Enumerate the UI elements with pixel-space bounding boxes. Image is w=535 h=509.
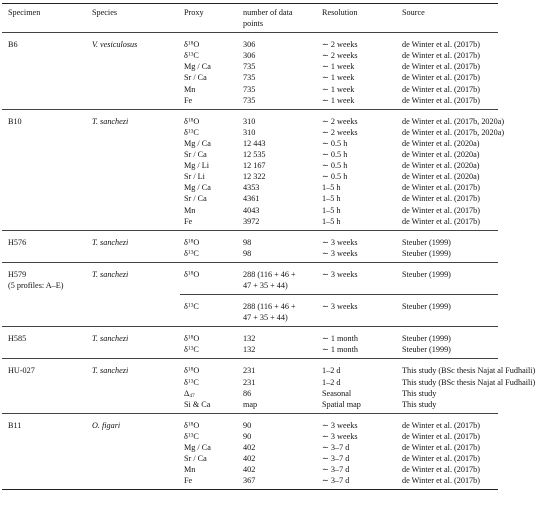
resolution-cell: ∼ 1 month xyxy=(322,334,358,344)
table-row xyxy=(2,269,498,280)
source-cell: de Winter et al. (2017b, 2020a) xyxy=(402,116,505,126)
table-row xyxy=(2,365,535,376)
specimen-cell: H576 xyxy=(8,237,27,247)
source-cell: de Winter et al. (2017b) xyxy=(402,420,480,430)
data-points-cell: 735 xyxy=(243,62,256,72)
table-row xyxy=(2,171,498,182)
table-row xyxy=(2,248,498,259)
header-specimen: Specimen xyxy=(8,8,41,17)
data-points-cell: 735 xyxy=(243,84,256,94)
source-cell: Steuber (1999) xyxy=(402,345,451,355)
proxy-cell: Sr / Ca xyxy=(184,73,207,83)
resolution-cell: ∼ 0.5 h xyxy=(322,161,348,171)
source-cell: de Winter et al. (2017b, 2020a) xyxy=(402,127,505,137)
table-row xyxy=(2,50,498,61)
table-row xyxy=(2,39,498,50)
header-proxy: Proxy xyxy=(184,8,204,17)
specimen-cell: H579 xyxy=(8,269,27,279)
source-cell: This study (BSc thesis Najat al Fudhaili) xyxy=(402,377,535,387)
data-points-cell: 231 xyxy=(243,366,256,376)
table-row xyxy=(2,312,498,323)
group-b6 xyxy=(2,33,498,109)
data-points-cell: 288 (116 + 46 + xyxy=(243,302,296,312)
resolution-cell: ∼ 3 weeks xyxy=(322,269,358,279)
resolution-cell: ∼ 3–7 d xyxy=(322,454,350,464)
proxy-cell: Sr / Ca xyxy=(184,150,207,160)
resolution-cell: ∼ 3 weeks xyxy=(322,248,358,258)
group-b11 xyxy=(2,414,498,490)
data-points-cell: 4361 xyxy=(243,194,260,204)
table-row xyxy=(2,431,498,442)
resolution-cell: ∼ 3–7 d xyxy=(322,476,350,486)
resolution-cell: Seasonal xyxy=(322,388,352,398)
data-points-cell: 12 167 xyxy=(243,161,266,171)
data-points-cell: 98 xyxy=(243,237,252,247)
data-points-cell: 288 (116 + 46 + xyxy=(243,269,296,279)
species-cell: V. vesiculosus xyxy=(92,40,138,50)
proxy-cell: Mn xyxy=(184,465,196,475)
proxy-cell: $\delta^{13}C$ xyxy=(184,248,199,258)
header-species: Species xyxy=(92,8,118,17)
proxy-cell: Fe xyxy=(184,476,193,486)
source-cell: de Winter et al. (2017b) xyxy=(402,205,480,215)
data-points-cell: 306 xyxy=(243,40,256,50)
table-header-row-2 xyxy=(2,18,498,29)
table-bottom-rule xyxy=(2,489,498,490)
proxy-cell: Fe xyxy=(184,95,193,105)
source-cell: Steuber (1999) xyxy=(402,248,451,258)
source-cell: de Winter et al. (2017b) xyxy=(402,62,480,72)
data-points-cell: 12 535 xyxy=(243,150,266,160)
header-data-points-line2: points xyxy=(243,19,264,29)
data-points-cell: 86 xyxy=(243,388,252,398)
proxy-cell: Mn xyxy=(184,84,196,94)
source-cell: de Winter et al. (2020a) xyxy=(402,161,480,171)
source-cell: de Winter et al. (2017b) xyxy=(402,73,480,83)
table-row xyxy=(2,344,498,355)
data-points-cell: 90 xyxy=(243,420,252,430)
proxy-cell: $\delta^{13}C$ xyxy=(184,377,199,387)
source-cell: de Winter et al. (2017b) xyxy=(402,216,480,226)
table-row xyxy=(2,84,498,95)
header-resolution: Resolution xyxy=(322,8,358,17)
resolution-cell: 1–5 h xyxy=(322,205,341,215)
table-row xyxy=(2,160,498,171)
table-row xyxy=(2,182,498,193)
resolution-cell: 1–5 h xyxy=(322,194,341,204)
table-row xyxy=(2,377,535,388)
source-cell: de Winter et al. (2017b) xyxy=(402,443,480,452)
resolution-cell: ∼ 0.5 h xyxy=(322,172,348,182)
specimen-cell: HU-027 xyxy=(8,366,35,376)
resolution-cell: ∼ 1 month xyxy=(322,345,358,355)
table-row xyxy=(2,442,498,453)
table-row xyxy=(2,205,498,216)
source-cell: de Winter et al. (2017b) xyxy=(402,183,480,193)
resolution-cell: ∼ 2 weeks xyxy=(322,116,358,126)
table-row xyxy=(2,138,498,149)
resolution-cell: ∼ 1 week xyxy=(322,62,355,72)
proxy-cell: $\delta^{13}C$ xyxy=(184,51,199,61)
data-points-cell: 402 xyxy=(243,465,256,475)
data-points-cell: 735 xyxy=(243,95,256,105)
table-row xyxy=(2,333,498,344)
resolution-cell: ∼ 3 weeks xyxy=(322,431,358,441)
data-points-cell-cont: 47 + 35 + 44) xyxy=(243,313,288,323)
proxy-cell: $\delta^{13}C$ xyxy=(184,127,199,137)
proxy-cell: Fe xyxy=(184,216,193,226)
source-cell: de Winter et al. (2017b) xyxy=(402,431,480,441)
specimen-cell: B10 xyxy=(8,116,22,126)
table-row xyxy=(2,420,498,431)
table-row xyxy=(2,216,498,227)
proxy-cell: $\Delta_{47}$ xyxy=(184,388,195,399)
table-top-rule xyxy=(2,3,498,4)
header-source: Source xyxy=(402,8,425,17)
data-points-cell: 3972 xyxy=(243,216,260,226)
source-cell: de Winter et al. (2020a) xyxy=(402,138,480,148)
source-cell: de Winter et al. (2017b) xyxy=(402,84,480,94)
source-cell: de Winter et al. (2017b) xyxy=(402,454,480,464)
table-row xyxy=(2,399,498,410)
proxy-cell: $\delta^{18}O$ xyxy=(184,116,200,126)
specimen-note: (5 profiles: A–E) xyxy=(8,280,64,290)
proxy-cell: $\delta^{18}O$ xyxy=(184,40,200,50)
proxy-cell: Sr / Li xyxy=(184,172,205,182)
data-points-cell: 132 xyxy=(243,334,256,344)
proxy-cell: $\delta^{18}O$ xyxy=(184,420,200,430)
data-points-cell: 367 xyxy=(243,476,256,486)
resolution-cell: ∼ 0.5 h xyxy=(322,150,348,160)
data-points-cell: map xyxy=(243,399,258,409)
proxy-cell: $\delta^{18}O$ xyxy=(184,366,200,376)
specimen-cell: H585 xyxy=(8,334,27,344)
source-cell: Steuber (1999) xyxy=(402,334,451,344)
data-points-cell-cont: 47 + 35 + 44) xyxy=(243,280,288,290)
resolution-cell: ∼ 3 weeks xyxy=(322,237,358,247)
data-points-cell: 98 xyxy=(243,248,252,258)
source-cell: de Winter et al. (2017b) xyxy=(402,476,480,486)
resolution-cell: ∼ 3–7 d xyxy=(322,443,350,452)
resolution-cell: 1–5 h xyxy=(322,183,341,193)
resolution-cell: ∼ 2 weeks xyxy=(322,40,358,50)
proxy-cell: $\delta^{18}O$ xyxy=(184,269,200,279)
resolution-cell: ∼ 3 weeks xyxy=(322,302,358,312)
table-row xyxy=(2,475,498,486)
proxy-cell: $\delta^{18}O$ xyxy=(184,237,200,247)
specimen-cell: B6 xyxy=(8,40,18,50)
resolution-cell: 1–5 h xyxy=(322,216,341,226)
data-points-cell: 402 xyxy=(243,443,256,452)
table-row xyxy=(2,72,498,83)
resolution-cell: Spatial map xyxy=(322,399,361,409)
source-cell: de Winter et al. (2017b) xyxy=(402,194,480,204)
proxy-cell: Sr / Ca xyxy=(184,454,207,464)
table-row xyxy=(2,280,498,291)
resolution-cell: ∼ 1 week xyxy=(322,73,355,83)
source-cell: de Winter et al. (2020a) xyxy=(402,150,480,160)
header-data-points-line1: number of data xyxy=(243,8,293,17)
proxy-cell: Mg / Ca xyxy=(184,62,211,72)
resolution-cell: ∼ 2 weeks xyxy=(322,51,358,61)
table-row xyxy=(2,453,498,464)
data-points-cell: 310 xyxy=(243,116,256,126)
proxy-cell: $\delta^{13}C$ xyxy=(184,302,199,312)
source-cell: de Winter et al. (2017b) xyxy=(402,40,480,50)
resolution-cell: ∼ 3 weeks xyxy=(322,420,358,430)
resolution-cell: ∼ 1 week xyxy=(322,84,355,94)
table-row xyxy=(2,193,498,204)
data-points-cell: 402 xyxy=(243,454,256,464)
data-points-cell: 735 xyxy=(243,73,256,83)
source-cell: This study xyxy=(402,388,437,398)
species-cell: T. sanchezi xyxy=(92,334,129,344)
data-points-cell: 4353 xyxy=(243,183,260,193)
data-points-cell: 231 xyxy=(243,377,256,387)
proxy-data-table xyxy=(2,3,535,490)
data-points-cell: 310 xyxy=(243,127,256,137)
table-row xyxy=(2,61,498,72)
group-h585 xyxy=(2,327,498,358)
proxy-cell: Mg / Ca xyxy=(184,183,211,193)
proxy-cell: $\delta^{18}O$ xyxy=(184,334,200,344)
proxy-cell: Mg / Li xyxy=(184,161,210,171)
table-row xyxy=(2,95,498,106)
proxy-cell: Si & Ca xyxy=(184,399,211,409)
table-row xyxy=(2,388,498,399)
source-cell: de Winter et al. (2017b) xyxy=(402,95,480,105)
source-cell: Steuber (1999) xyxy=(402,269,451,279)
proxy-cell: Mg / Ca xyxy=(184,443,211,452)
proxy-cell: Mg / Ca xyxy=(184,138,211,148)
table-row xyxy=(2,301,498,312)
source-cell: de Winter et al. (2020a) xyxy=(402,172,480,182)
table-row xyxy=(2,149,498,160)
resolution-cell: 1–2 d xyxy=(322,377,341,387)
table-row xyxy=(2,116,505,127)
source-cell: de Winter et al. (2017b) xyxy=(402,465,480,475)
group-h579 xyxy=(2,263,498,326)
source-cell: Steuber (1999) xyxy=(402,302,451,312)
group-b10 xyxy=(2,110,505,230)
specimen-cell: B11 xyxy=(8,420,22,430)
resolution-cell: ∼ 1 week xyxy=(322,95,355,105)
source-cell: de Winter et al. (2017b) xyxy=(402,51,480,61)
source-cell: This study xyxy=(402,399,437,409)
table-row xyxy=(2,237,498,248)
data-points-cell: 12 322 xyxy=(243,172,266,182)
proxy-cell: $\delta^{13}C$ xyxy=(184,431,199,441)
data-points-cell: 12 443 xyxy=(243,138,266,148)
data-points-cell: 4043 xyxy=(243,205,260,215)
resolution-cell: ∼ 0.5 h xyxy=(322,138,348,148)
table-row xyxy=(2,127,505,138)
resolution-cell: ∼ 3–7 d xyxy=(322,465,350,475)
species-cell: O. figari xyxy=(92,420,121,430)
data-points-cell: 132 xyxy=(243,345,256,355)
table-header-row xyxy=(2,7,498,18)
table-row xyxy=(2,464,498,475)
resolution-cell: ∼ 2 weeks xyxy=(322,127,358,137)
data-points-cell: 90 xyxy=(243,431,252,441)
group-h576 xyxy=(2,231,498,262)
proxy-cell: Mn xyxy=(184,205,196,215)
source-cell: This study (BSc thesis Najat al Fudhaili) xyxy=(402,366,535,376)
species-cell: T. sanchezi xyxy=(92,366,129,376)
proxy-cell: $\delta^{13}C$ xyxy=(184,345,199,355)
species-cell: T. sanchezi xyxy=(92,116,129,126)
resolution-cell: 1–2 d xyxy=(322,366,341,376)
data-points-cell: 306 xyxy=(243,51,256,61)
species-cell: T. sanchezi xyxy=(92,269,129,279)
group-hu027 xyxy=(2,359,535,412)
proxy-cell: Sr / Ca xyxy=(184,194,207,204)
species-cell: T. sanchezi xyxy=(92,237,129,247)
source-cell: Steuber (1999) xyxy=(402,237,451,247)
